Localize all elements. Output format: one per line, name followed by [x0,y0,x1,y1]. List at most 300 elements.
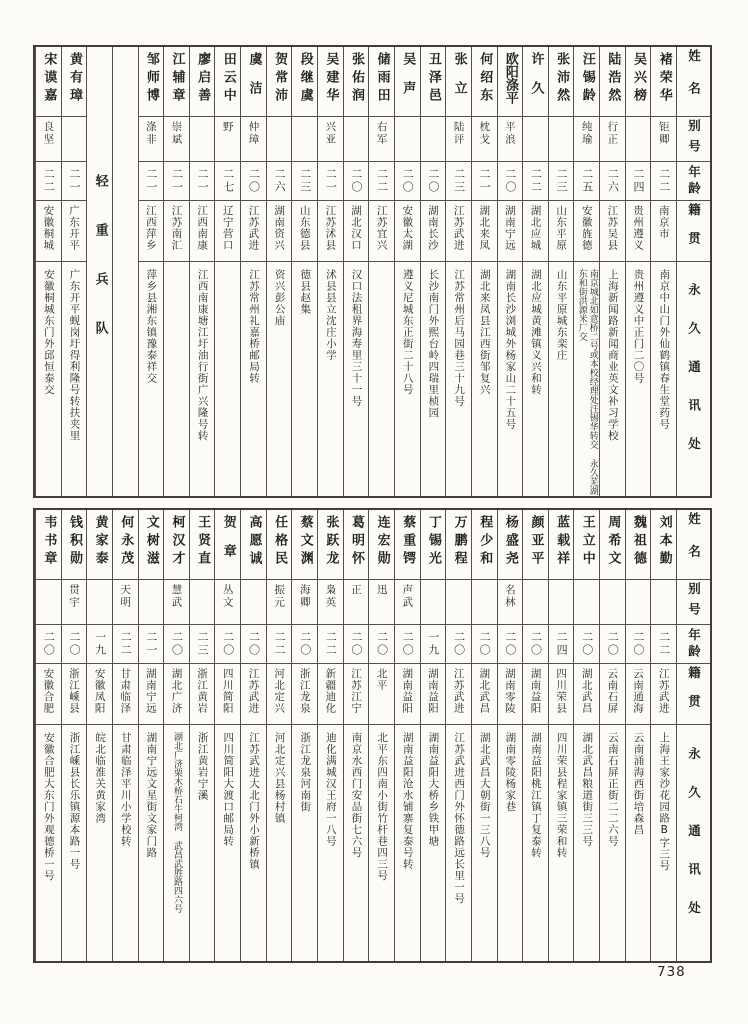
age-cell: 二二 [369,162,394,201]
age-cell: 二〇 [395,162,420,201]
alias-cell: 崇斌 [164,117,189,162]
alias-cell [574,580,599,625]
alias-cell [292,117,317,162]
name-cell: 葛明怀 [344,510,369,580]
person-column [368,510,394,961]
person-column [61,510,87,961]
person-column [86,510,112,961]
age-cell: 二二 [113,625,138,664]
alias-cell [523,117,548,162]
alias-cell [421,117,446,162]
alias-cell: 涤非 [139,117,164,162]
age-cell: 二二 [267,625,292,664]
address-cell: 浙江龙泉河南街 [299,732,312,813]
section-column [86,47,112,496]
native-place-cell: 四川简阳 [215,664,240,725]
age-cell: 二〇 [574,625,599,664]
name-cell: 吴声 [395,47,420,117]
age-cell: 二〇 [62,625,87,664]
address-cell: 皖北临淮关黄家湾 [94,732,107,824]
native-place-cell: 甘肃临泽 [113,664,138,725]
age-cell: 二六 [267,162,292,201]
address-cell: 湖南益阳桃江镇丁复泰转 [529,732,542,859]
person-column [471,510,497,961]
address-cell: 迪化满城汉王府一八号 [324,732,337,847]
address-cell: 湖北广济栗木桥石牛柯湾 武昌武胜路四六号 [172,732,183,913]
person-column [138,47,164,496]
address-cell: 南京城北如意桥二号或本校经理处汪锡华转交 永久芜湖东和街洪源米厂交 [576,269,598,495]
name-cell: 虞洁 [241,47,266,117]
address-cell: 安徽合肥大东门外观德桥一号 [42,732,55,882]
alias-cell [549,117,574,162]
name-cell: 钱积勋 [62,510,87,580]
age-cell: 二〇 [344,162,369,201]
person-column [317,510,343,961]
native-place-cell: 江苏南汇 [164,201,189,262]
person-column [573,510,599,961]
age-cell: 二二 [36,162,61,201]
native-place-cell: 安徽旌德 [574,201,599,262]
native-place-cell: 湖北汉口 [344,201,369,262]
alias-cell [395,117,420,162]
person-column [625,47,651,496]
name-cell: 田云中 [215,47,240,117]
native-place-cell: 江苏武进 [651,664,676,725]
age-cell: 二〇 [164,625,189,664]
person-column [240,510,266,961]
name-cell: 张佑润 [344,47,369,117]
address-cell: 北平东四南小街竹杆巷四三号 [376,732,389,882]
address-cell: 湖北武昌大朝街一三八号 [478,732,491,859]
name-cell: 文树滋 [139,510,164,580]
alias-cell: 慧武 [164,580,189,625]
person-column [291,47,317,496]
address-cell: 江西南康塘江圩油行街广兴隆号转 [196,269,209,442]
alias-cell: 贯宇 [62,580,87,625]
native-place-cell: 湖南资兴 [267,201,292,262]
address-cell: 德县赵集 [299,269,312,315]
alias-cell [600,580,625,625]
age-cell: 二〇 [600,625,625,664]
alias-cell: 野 [215,117,240,162]
name-cell: 程少和 [472,510,497,580]
alias-cell: 正 [344,580,369,625]
native-place-cell: 湖南益阳 [523,664,548,725]
age-cell: 二〇 [523,625,548,664]
name-cell: 蔡文渊 [292,510,317,580]
alias-cell: 振元 [267,580,292,625]
age-cell: 二一 [164,162,189,201]
alias-cell: 名林 [498,580,523,625]
native-place-cell: 辽宁营口 [215,201,240,262]
name-cell: 蓝载祥 [549,510,574,580]
native-place-cell: 江西萍乡 [139,201,164,262]
native-place-cell: 江苏沭县 [318,201,343,262]
person-column [35,47,61,496]
age-cell: 二三 [292,162,317,201]
age-cell: 一九 [87,625,112,664]
age-cell: 二〇 [292,625,317,664]
age-cell: 二一 [139,625,164,664]
native-place-cell: 北平 [369,664,394,725]
person-column [471,47,497,496]
spacer-cell [113,47,138,496]
alias-cell [626,117,651,162]
age-cell: 二三 [549,162,574,201]
alias-cell: 钜卿 [651,117,676,162]
address-cell: 南京水西门安品街七六号 [350,732,363,859]
person-column [394,510,420,961]
person-column [599,510,625,961]
address-cell [164,262,189,496]
alias-cell [651,580,676,625]
person-column [214,47,240,496]
native-place-cell: 山东德县 [292,201,317,262]
person-column [163,47,189,496]
alias-cell [421,580,446,625]
alias-cell [139,580,164,625]
name-cell: 张沛然 [549,47,574,117]
age-cell: 二五 [574,162,599,201]
address-cell: 遵义尼城东正街二十八号 [401,269,414,396]
alias-cell [36,580,61,625]
person-column [650,510,676,961]
header-native: 籍贯 [677,201,710,262]
name-cell: 宋谟嘉 [36,47,61,117]
person-column [240,47,266,496]
alias-cell [523,580,548,625]
header-native: 籍贯 [677,664,710,725]
name-cell: 贺章 [215,510,240,580]
name-cell: 吴兴榜 [626,47,651,117]
age-cell: 二二 [651,162,676,201]
address-cell: 江苏常州礼嘉桥邮局转 [247,269,260,384]
name-cell: 黄有璋 [62,47,87,117]
name-cell: 杨盛尧 [498,510,523,580]
alias-cell: 平浪 [498,117,523,162]
age-cell: 二一 [62,162,87,201]
person-column [650,47,676,496]
address-cell [369,262,394,496]
person-column [61,47,87,496]
name-cell: 丁锡光 [421,510,446,580]
alias-cell [267,117,292,162]
name-cell: 许久 [523,47,548,117]
name-cell: 段继虞 [292,47,317,117]
alias-cell: 右军 [369,117,394,162]
name-cell: 连宏勋 [369,510,394,580]
person-column [266,47,292,496]
address-cell: 湖南益阳沧水铺寨复泰号转 [401,732,414,870]
section-label: 轻重兵队 [92,173,108,370]
age-cell: 二〇 [472,625,497,664]
person-column [497,47,523,496]
native-place-cell: 四川荣县 [549,664,574,725]
age-cell: 二一 [318,162,343,201]
address-cell: 上海新闻路新闻商业英文补习学校 [606,269,619,442]
native-place-cell: 云南通海 [626,664,651,725]
person-column [343,47,369,496]
person-column [522,47,548,496]
native-place-cell: 安徽桐城 [36,201,61,262]
address-cell: 湖北来凤县江西街邹复兴 [478,269,491,396]
age-cell: 二〇 [421,162,446,201]
native-place-cell: 江苏武进 [241,201,266,262]
person-column [266,510,292,961]
address-cell: 浙江嵊县长乐镇源本路一号 [68,732,81,870]
alias-cell: 纯瑜 [574,117,599,162]
age-cell: 二〇 [446,625,471,664]
name-cell: 江辅章 [164,47,189,117]
address-cell: 云南石屏正街二二六号 [606,732,619,847]
name-cell: 吴建华 [318,47,343,117]
name-cell: 陆浩然 [600,47,625,117]
name-cell: 任格民 [267,510,292,580]
native-place-cell: 安徽合肥 [36,664,61,725]
address-cell: 四川简阳大渡口邮局转 [222,732,235,847]
header-name: 姓名 [677,47,710,117]
alias-cell: 枭英 [318,580,343,625]
native-place-cell: 江苏武进 [446,664,471,725]
age-cell: 二一 [139,162,164,201]
native-place-cell: 贵州遵义 [626,201,651,262]
age-cell: 二〇 [395,625,420,664]
address-cell: 上海王家沙花园路B字三号 [658,732,671,872]
address-cell: 云南涌海西街培森昌 [632,732,645,836]
age-cell: 二二 [523,162,548,201]
person-column [214,510,240,961]
native-place-cell: 江苏武进 [446,201,471,262]
name-cell: 韦书章 [36,510,61,580]
name-cell: 王立中 [574,510,599,580]
header-age: 年龄 [677,162,710,201]
native-place-cell: 新疆迪化 [318,664,343,725]
address-cell: 贵州遵义中正门二〇号 [632,269,645,384]
name-cell: 丑泽邑 [421,47,446,117]
age-cell: 二六 [600,162,625,201]
alias-cell [62,117,87,162]
address-cell: 资兴彭公庙 [273,269,286,327]
registry-table-top [33,45,712,498]
person-column [189,47,215,496]
alias-cell: 行正 [600,117,625,162]
address-cell: 长沙南门外熙台岭四瑞里桢园 [427,269,440,419]
address-cell: 浙江黄岩宁溪 [196,732,209,801]
person-column [35,510,61,961]
age-cell: 二〇 [344,625,369,664]
native-place-cell: 安徽太湖 [395,201,420,262]
name-cell: 黄家泰 [87,510,112,580]
address-cell: 湖北武昌粮道街三三号 [581,732,594,847]
address-cell: 江苏武进大北门外小新桥镇 [247,732,260,870]
person-column [548,47,574,496]
name-cell: 何永茂 [113,510,138,580]
native-place-cell: 江西南康 [190,201,215,262]
name-cell: 柯汉才 [164,510,189,580]
address-cell: 湖南宁远文星街文家门路 [145,732,158,859]
name-cell: 魏祖德 [626,510,651,580]
address-cell: 湖南零陵杨家巷 [504,732,517,813]
address-cell: 沭县县立沈庄小学 [324,269,337,361]
native-place-cell: 南京市 [651,201,676,262]
alias-cell: 迅 [369,580,394,625]
age-cell: 二〇 [36,625,61,664]
alias-cell: 枕戈 [472,117,497,162]
native-place-cell: 江苏吴县 [600,201,625,262]
native-place-cell: 河北定兴 [267,664,292,725]
name-cell: 颜亚平 [523,510,548,580]
alias-cell [87,580,112,625]
person-column [420,47,446,496]
alias-cell [190,117,215,162]
alias-cell [241,580,266,625]
alias-cell: 天明 [113,580,138,625]
native-place-cell: 安徽凤阳 [87,664,112,725]
name-cell: 汪锡龄 [574,47,599,117]
person-column [420,510,446,961]
person-column [138,510,164,961]
alias-cell: 声武 [395,580,420,625]
native-place-cell: 湖北广济 [164,664,189,725]
address-cell: 湖北应城黄滩镇义兴和转 [529,269,542,396]
name-cell: 邹师博 [139,47,164,117]
person-column [291,510,317,961]
age-cell: 二〇 [498,162,523,201]
native-place-cell: 江苏江宁 [344,664,369,725]
age-cell: 二七 [215,162,240,201]
native-place-cell: 湖南益阳 [421,664,446,725]
age-cell: 二〇 [241,625,266,664]
age-cell: 二四 [549,625,574,664]
age-cell: 二四 [626,162,651,201]
name-cell: 周希文 [600,510,625,580]
person-column [497,510,523,961]
native-place-cell: 山东平原 [549,201,574,262]
alias-cell: 仲璋 [241,117,266,162]
name-cell: 万鹏程 [446,510,471,580]
age-cell: 一九 [421,625,446,664]
address-cell: 四川荣县程家镇三荣和转 [555,732,568,859]
person-column [317,47,343,496]
person-column [445,510,471,961]
native-place-cell: 湖南益阳 [395,664,420,725]
native-place-cell: 浙江黄岩 [190,664,215,725]
person-column [445,47,471,496]
header-alias: 别号 [677,117,710,162]
person-column [189,510,215,961]
header-age: 年龄 [677,625,710,664]
name-cell: 张跃龙 [318,510,343,580]
address-cell: 江苏武进西门外怀德路远长里一号 [453,732,466,905]
alias-cell: 兴亚 [318,117,343,162]
name-cell: 王贤直 [190,510,215,580]
alias-cell: 良坚 [36,117,61,162]
native-place-cell: 湖北来凤 [472,201,497,262]
age-cell: 二一 [472,162,497,201]
native-place-cell: 湖北应城 [523,201,548,262]
address-cell: 安徽桐城东门外邱恒泰交 [42,269,55,396]
native-place-cell: 湖南长沙 [421,201,446,262]
name-cell: 欧阳涤平 [498,47,523,117]
alias-cell: 海卿 [292,580,317,625]
age-cell: 二〇 [626,625,651,664]
header-address: 永久通讯处 [686,282,702,476]
native-place-cell: 湖北武昌 [472,664,497,725]
age-cell: 二三 [190,625,215,664]
native-place-cell: 浙江嵊县 [62,664,87,725]
native-place-cell: 湖南宁远 [139,664,164,725]
name-cell: 褚荣华 [651,47,676,117]
age-cell: 二二 [318,625,343,664]
address-cell: 湖南益阳大桥乡铁甲塘 [427,732,440,847]
age-cell: 二〇 [369,625,394,664]
alias-cell [344,117,369,162]
alias-cell [446,580,471,625]
native-place-cell: 湖南零陵 [498,664,523,725]
header-name: 姓名 [677,510,710,580]
name-cell: 张立 [446,47,471,117]
age-cell: 二一 [190,162,215,201]
native-place-cell: 广东开平 [62,201,87,262]
native-place-cell: 江苏武进 [241,664,266,725]
name-cell: 高愿诚 [241,510,266,580]
alias-cell: 丛文 [215,580,240,625]
table-header-column [676,510,710,961]
page-number: 738 [657,964,686,980]
address-cell: 汉口法租界海寿里三十一号 [350,269,363,407]
address-cell: 河北定兴县杨村镇 [273,732,286,824]
native-place-cell: 云南石屏 [600,664,625,725]
native-place-cell: 江苏宜兴 [369,201,394,262]
native-place-cell: 湖南宁远 [498,201,523,262]
address-cell: 江苏常州后马园巷三十九号 [453,269,466,407]
name-cell: 廖启善 [190,47,215,117]
person-column [548,510,574,961]
age-cell: 二二 [651,625,676,664]
alias-cell [472,580,497,625]
person-column [394,47,420,496]
person-column [343,510,369,961]
person-column [368,47,394,496]
person-column [625,510,651,961]
person-column [163,510,189,961]
native-place-cell: 湖北武昌 [574,664,599,725]
address-cell: 山东平原城东栾庄 [555,269,568,361]
alias-cell [190,580,215,625]
address-cell: 萍乡县湘东镇豫泰祥交 [145,269,158,384]
address-cell: 广东开平蚬岗圩得利隆号转扶夹里 [68,269,81,442]
address-cell: 湖南长沙浏城外杨家山二十五号 [504,269,517,430]
person-column [522,510,548,961]
person-column [599,47,625,496]
header-alias: 别号 [677,580,710,625]
registry-table-bottom [33,508,712,963]
native-place-cell: 浙江龙泉 [292,664,317,725]
name-cell: 蔡重锷 [395,510,420,580]
alias-cell: 陆评 [446,117,471,162]
header-address: 永久通讯处 [686,746,702,940]
address-cell: 甘肃临泽平川小学校转 [119,732,132,847]
person-column [112,510,138,961]
address-cell [215,262,240,496]
age-cell: 二〇 [498,625,523,664]
age-cell: 二三 [446,162,471,201]
address-cell: 南京中山门外仙鹤镇春生堂药号 [658,269,671,430]
person-column [573,47,599,496]
age-cell: 二〇 [241,162,266,201]
age-cell: 二〇 [215,625,240,664]
spacer-column [112,47,138,496]
